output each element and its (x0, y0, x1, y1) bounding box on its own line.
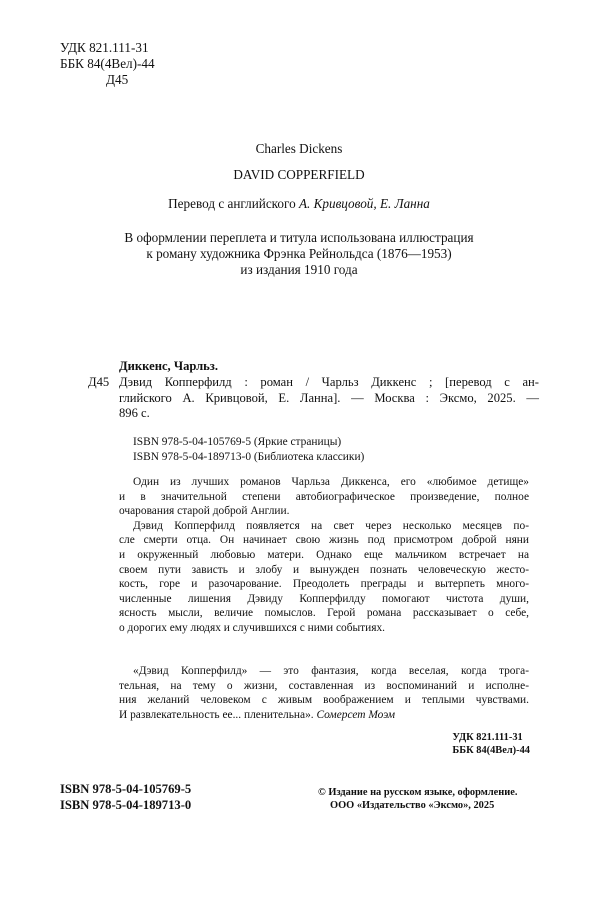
annotation-line: численные лишения Дэвиду Копперфилду помогают чистота души, (119, 592, 529, 605)
annotation-line: и в значительной степени автобиографическое произведение, полное (119, 490, 529, 503)
catalog-udk: УДК 821.111-31 (452, 732, 523, 743)
annotation-line: о дорогих ему людях и случившихся с ними событиях. (119, 621, 385, 634)
copyright-line: © Издание на русском языке, оформление. (318, 787, 518, 798)
catalog-author-heading: Диккенс, Чарльз. (119, 359, 219, 373)
annotation-paragraph (119, 475, 529, 519)
quote-line: «Дэвид Копперфилд» — это фантазия, когда веселая, когда трога- (133, 665, 529, 677)
original-title: DAVID COPPERFIELD (233, 167, 365, 182)
bbk-code: ББК 84(4Вел)-44 (60, 55, 155, 71)
annotation-line: ясность мысли, величие помыслов. Герой романа рассказывает о себе, (119, 607, 529, 620)
illustration-note (0, 230, 598, 277)
annotation-line: и окруженный любовью матери. Однако еще мальчиком встречает на (119, 548, 529, 561)
quote-author: Сомерсет Моэм (316, 708, 396, 721)
illustration-line: к роману художника Фрэнка Рейнольдса (1876—1953) (146, 245, 452, 261)
quote-ending: И развлекательность ее... пленительна». (119, 708, 314, 721)
annotation-line: Один из лучших романов Чарльза Диккенса, его «любимое детище» (133, 476, 529, 488)
catalog-sign: Д45 (88, 375, 110, 389)
annotation-line: сле смерти отца. Он начинает свою жизнь под присмотром доброй няни (119, 534, 529, 547)
original-author: Charles Dickens (255, 141, 343, 156)
catalog-description (119, 375, 539, 422)
illustration-line: из издания 1910 года (240, 261, 358, 277)
catalog-bbk: ББК 84(4Вел)-44 (452, 745, 530, 756)
catalog-isbn: ISBN 978-5-04-189713-0 (Библиотека классики) (133, 450, 365, 463)
footer-isbn: ISBN 978-5-04-189713-0 (60, 797, 192, 812)
illustration-line: В оформлении переплета и титула использована иллюстрация (124, 230, 474, 245)
quote-last-line (119, 708, 529, 723)
quote-line: ния желаний человеком с живым воображением и теплыми чувствами. (119, 694, 529, 707)
annotation-line: очарования старой доброй Англии. (119, 505, 290, 518)
translators: А. Кривцовой, Е. Ланна (298, 196, 430, 211)
annotation-line: Дэвид Копперфилд появляется на свет через несколько месяцев по- (133, 519, 529, 532)
author-sign: Д45 (106, 71, 129, 87)
description-line: Дэвид Копперфилд : роман / Чарльз Диккенс ; [перевод с ан- (119, 375, 539, 389)
quote-line: тельная, на тему о жизни, составленная из воспоминаний и исполне- (119, 679, 529, 692)
copyright-line: ООО «Издательство «Эксмо», 2025 (330, 800, 495, 811)
translation-credit (0, 196, 598, 212)
catalog-classification-footer (452, 731, 530, 757)
annotation (119, 475, 529, 636)
annotation-line: кость, горе и разочарование. Преодолеть преграды и вытерпеть много- (119, 578, 529, 591)
description-line: глийского А. Кривцовой, Е. Ланна]. — Москва : Эксмо, 2025. — (119, 390, 539, 405)
critic-quote (119, 664, 529, 722)
annotation-paragraph (119, 519, 529, 636)
annotation-line: своем пути зависть и злобу и вынужден познать человеческую жесто- (119, 563, 529, 576)
catalog-isbn-list (133, 435, 364, 464)
footer-isbn: ISBN 978-5-04-105769-5 (60, 782, 192, 796)
footer-isbn-block (60, 782, 191, 813)
description-line: 896 с. (119, 406, 150, 421)
udk-code: УДК 821.111-31 (60, 40, 149, 55)
copyright-block (318, 786, 517, 812)
translation-prefix: Перевод с английского (168, 196, 296, 211)
classification-block (60, 40, 155, 87)
catalog-isbn: ISBN 978-5-04-105769-5 (Яркие страницы) (133, 436, 342, 448)
